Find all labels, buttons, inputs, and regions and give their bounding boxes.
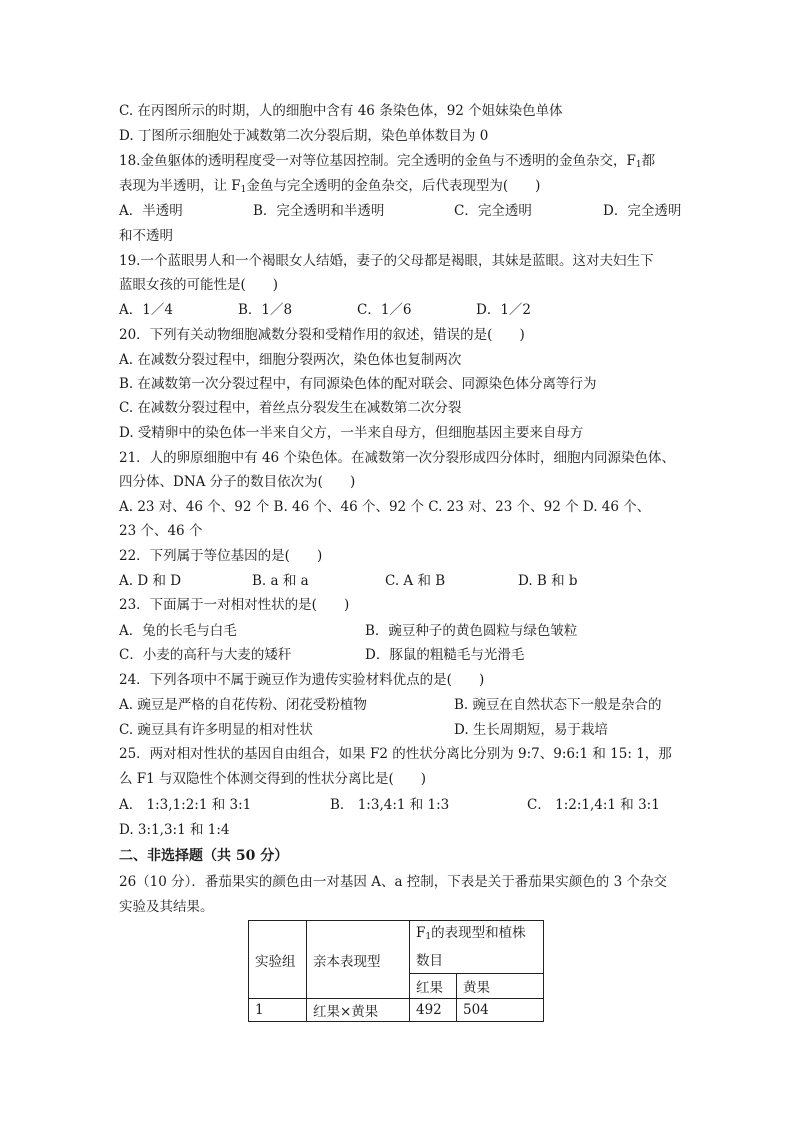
q21-options-cont: 23 个、46 个 xyxy=(119,523,203,539)
header-cell-yellow: 黄果 xyxy=(457,974,544,999)
cell-red: 492 xyxy=(410,999,457,1022)
header-cell-f1 xyxy=(410,921,544,974)
q18-stem-line1 xyxy=(119,152,655,174)
q24-option-b: B. 豌豆在自然状态下一般是杂合的 xyxy=(454,697,662,713)
q23-stem: 23．下面属于一对相对性状的是( ) xyxy=(119,597,350,613)
q19-stem-line1: 19.一个蓝眼男人和一个褐眼女人结婚，妻子的父母都是褐眼，其妹是蓝眼。这对夫妇生下 xyxy=(119,253,654,269)
q25-option-a: A． 1:3,1:2:1 和 3:1 xyxy=(119,797,252,813)
q25-option-b: B． 1:3,4:1 和 1:3 xyxy=(330,797,450,813)
q25-option-d: D. 3:1,3:1 和 1:4 xyxy=(119,822,230,838)
q18-stem-text: 表现为半透明，让 F xyxy=(119,178,241,194)
q23-option-d: D．豚鼠的粗糙毛与光滑毛 xyxy=(365,647,525,663)
q19-option-b: B．1／8 xyxy=(238,302,293,318)
f1-header-line1: 的表现型和植株 xyxy=(431,925,526,941)
q18-option-b: B．完全透明和半透明 xyxy=(253,203,385,219)
cell-yellow: 504 xyxy=(457,999,544,1022)
q20-option-a: A. 在减数分裂过程中，细胞分裂两次，染色体也复制两次 xyxy=(119,352,462,368)
q18-stem-end: 都 xyxy=(641,153,656,169)
subscript: 1 xyxy=(635,160,642,170)
section-heading: 二、非选择题（共 50 分） xyxy=(119,848,289,864)
q25-stem-line1: 25．两对相对性状的基因自由组合，如果 F2 的性状分离比分别为 9:7、9:6:1 和 15: 1，那 xyxy=(119,746,672,762)
q24-option-d: D. 生长周期短，易于栽培 xyxy=(454,722,608,738)
q24-stem: 24．下列各项中不属于豌豆作为遗传实验材料优点的是( ) xyxy=(119,672,485,688)
q23-option-a: A．兔的长毛与白毛 xyxy=(119,623,237,639)
q20-stem: 20．下列有关动物细胞减数分裂和受精作用的叙述，错误的是( ) xyxy=(119,327,525,343)
q22-option-d: D. B 和 b xyxy=(518,573,578,589)
cell-group: 1 xyxy=(249,999,307,1022)
q20-option-d: D. 受精卵中的染色体一半来自父方，一半来自母方，但细胞基因主要来自母方 xyxy=(119,425,584,441)
q19-stem-line2: 蓝眼女孩的可能性是( ) xyxy=(119,277,279,293)
q24-option-a: A. 豌豆是严格的自花传粉、闭花受粉植物 xyxy=(119,697,367,713)
f1-header-line2: 数目 xyxy=(416,953,443,969)
q22-option-b: B. a 和 a xyxy=(252,573,309,589)
header-cell-parent: 亲本表现型 xyxy=(307,921,410,999)
q19-option-a: A．1／4 xyxy=(119,302,173,318)
q18-stem-text: 18.金鱼躯体的透明程度受一对等位基因控制。完全透明的金鱼与不透明的金鱼杂交，F xyxy=(119,153,636,169)
f1-label: F xyxy=(416,925,426,941)
q19-option-d: D．1／2 xyxy=(476,302,532,318)
q19-option-c: C．1／6 xyxy=(357,302,412,318)
table-row xyxy=(249,999,544,1022)
q18-option-a: A．半透明 xyxy=(119,203,183,219)
cell-parent: 红果×黄果 xyxy=(307,999,410,1022)
q21-stem-line2: 四分体、DNA 分子的数目依次为( ) xyxy=(119,474,356,490)
q18-option-c: C．完全透明 xyxy=(454,203,532,219)
q17-option-d: D. 丁图所示细胞处于减数第二次分裂后期，染色单体数目为 0 xyxy=(119,128,489,144)
q21-stem-line1: 21．人的卵原细胞中有 46 个染色体。在减数第一次分裂形成四分体时，细胞内同源染色体、 xyxy=(119,450,675,466)
q21-options: A. 23 对、46 个、92 个 B. 46 个、46 个、92 个 C. 23 对、23 个、92 个 D. 46 个、 xyxy=(119,499,651,515)
q25-stem-line2: 么 F1 与双隐性个体测交得到的性状分离比是( ) xyxy=(119,771,427,787)
q18-option-d: D．完全透明 xyxy=(603,203,682,219)
q26-stem-line1: 26（10 分）．番茄果实的颜色由一对基因 A、a 控制，下表是关于番茄果实颜色的 3 个杂交 xyxy=(119,874,667,890)
q24-option-c: C. 豌豆具有许多明显的相对性状 xyxy=(119,722,313,738)
q23-option-b: B．豌豆种子的黄色圆粒与绿色皱粒 xyxy=(365,623,578,639)
q26-stem-line2: 实验及其结果。 xyxy=(119,899,214,915)
header-cell-red: 红果 xyxy=(410,974,457,999)
q25-option-c: C． 1:2:1,4:1 和 3:1 xyxy=(527,797,660,813)
q22-option-c: C. A 和 B xyxy=(385,573,446,589)
q18-option-d-cont: 和不透明 xyxy=(119,228,173,244)
q18-stem-line2 xyxy=(119,177,540,199)
subscript: 1 xyxy=(425,932,432,942)
q18-stem-text: 金鱼与完全透明的金鱼杂交，后代表现型为( ) xyxy=(246,178,541,194)
q22-option-a: A. D 和 D xyxy=(119,573,182,589)
subscript: 1 xyxy=(240,185,247,195)
header-cell-group: 实验组 xyxy=(249,921,307,999)
q17-option-c: C. 在丙图所示的时期，人的细胞中含有 46 条染色体，92 个姐妹染色单体 xyxy=(119,103,563,119)
q20-option-c: C. 在减数分裂过程中，着丝点分裂发生在减数第二次分裂 xyxy=(119,400,462,416)
q23-option-c: C．小麦的高秆与大麦的矮秆 xyxy=(119,647,292,663)
cross-results-table xyxy=(248,920,544,1022)
q22-stem: 22．下列属于等位基因的是( ) xyxy=(119,548,323,564)
table-header-row xyxy=(249,921,544,974)
q20-option-b: B. 在减数第一次分裂过程中，有同源染色体的配对联会、同源染色体分离等行为 xyxy=(119,376,597,392)
